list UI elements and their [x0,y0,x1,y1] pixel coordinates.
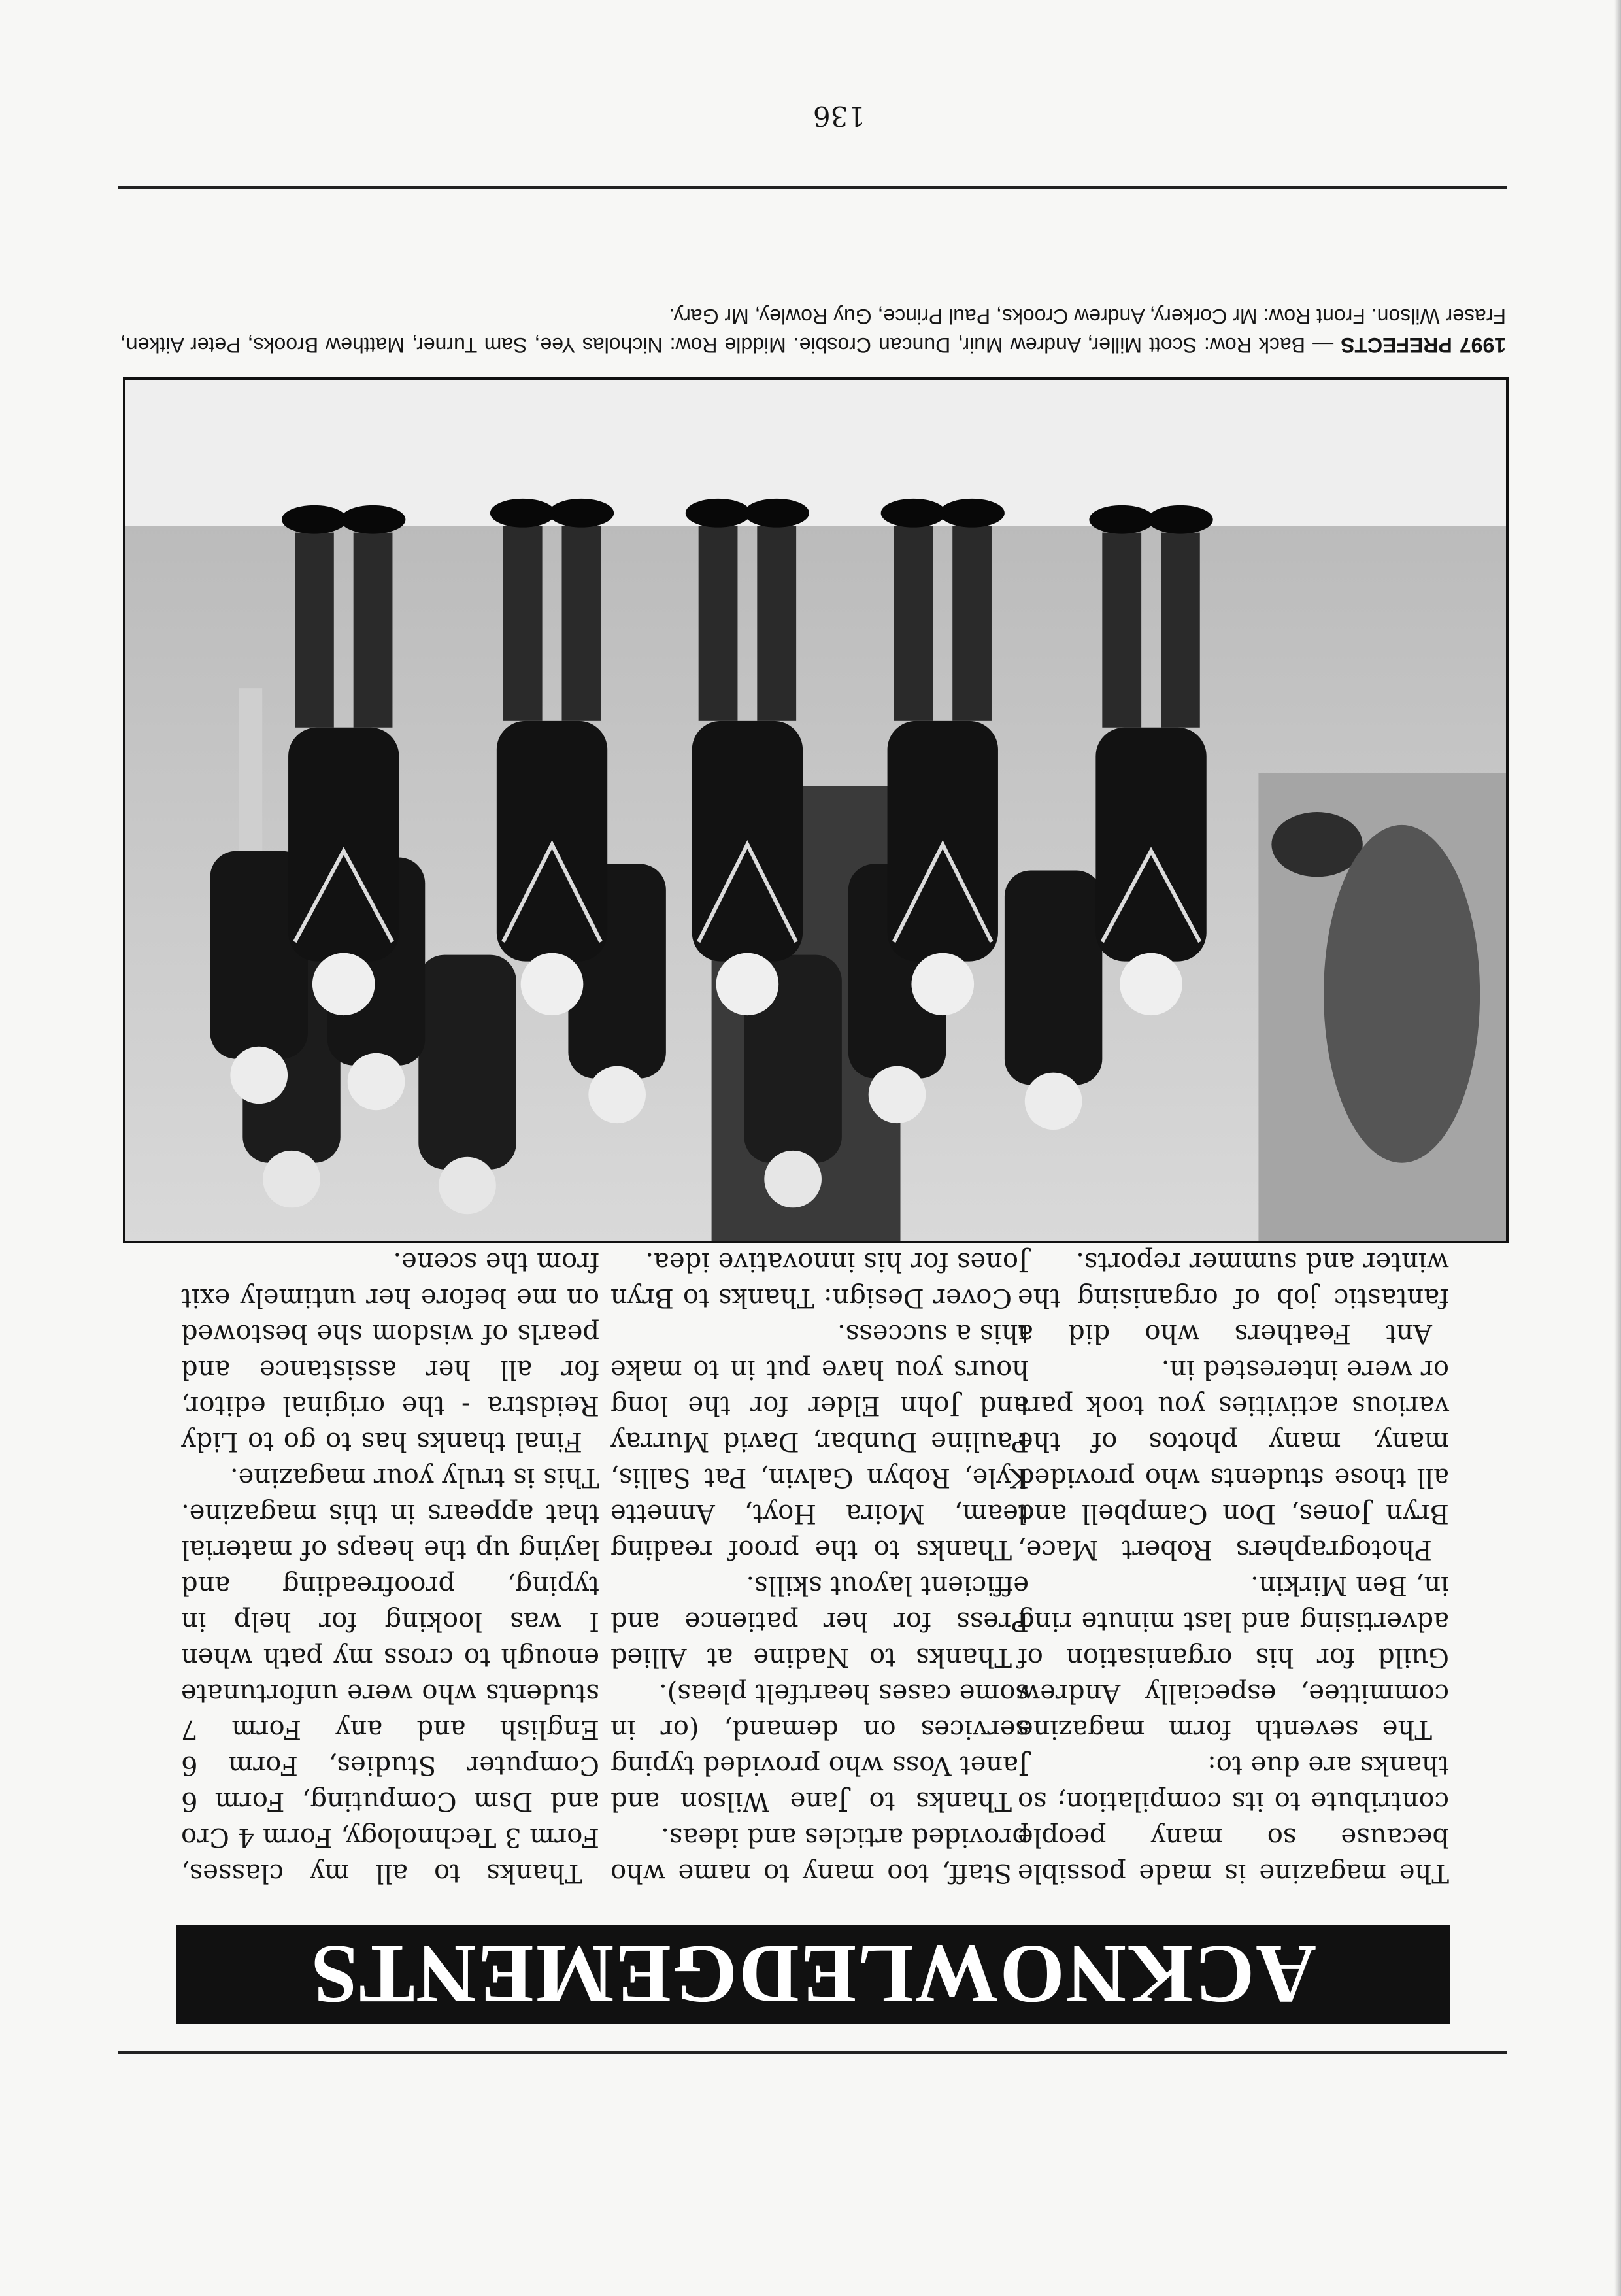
page-title: ACKNOWLEDGEMENTS [310,1928,1316,2021]
paragraph: The seventh form magazine committee, especially Andrew Guild for his organisation of advertising and last minute ring in, Ben Mirkin. [1018,1570,1449,1744]
text-column-2 [610,1243,1029,1891]
photo-lamp [1271,812,1362,877]
paragraph: Photographers Robert Mace, Bryn Jones, Don Campbell and all those students who provided many, many photos of the various activities you took part or were interested in. [1018,1355,1449,1564]
paragraph: Thanks to Nadine at Allied Press for her patience and efficient layout skills. [610,1570,1029,1672]
paragraph: Final thanks has to go to Lidy Reidstra - the original editor, for all her assistance and pearls of wisdom she bestowed on me before her untimely exit from the scene. [181,1247,599,1457]
prefects-group-photo [123,377,1509,1243]
paragraph: Thanks to the proof reading team, Moira Hoyt, Annette Kyle, Robyn Galvin, Pat Sallis, Pauline Dunbar, David Murray and John Elder for the long hours you have put in to make this a success. [610,1319,1029,1564]
paragraph: Thanks to Jane Wilson and Janet Voss who provided typing services on demand, (or in some cases heartfelt pleas). [610,1678,1029,1816]
paragraph: The magazine is made possible because so many people contribute to its compilation; so thanks are due to: [1018,1750,1449,1888]
text-column-3 [181,1172,599,1891]
paragraph: Ant Feathers who did a fantastic job of organising the winter and summer reports. [1018,1247,1449,1349]
paragraph: Thanks to all my classes, Form 3 Technology, Form 4 Cro and Dsm Computing, Form 6 Computer Studies, Form 6 English and any Form 7 students who were unfortunate enough to cross my path when I was looking for help in typing, proofreading and laying up the heaps of material that appears in this magazine. This is truly your magazine. [181,1462,599,1888]
bottom-rule [118,186,1507,189]
photo-plant [1324,825,1480,1163]
caption-lead: 1997 PREFECTS [1341,333,1506,357]
page-title-banner [176,1925,1450,2024]
photo-floor [125,380,1506,526]
photo-illustration [125,380,1506,1241]
page-number: 136 [812,100,866,132]
caption-text: — Back Row: Scott Miller, Andrew Muir, Duncan Crosbie. Middle Row: Nicholas Yee, Sam Turner, Matthew Brooks, Peter Aitken, Fraser Wilson. Front Row: Mr Corkery, Andrew Crooks, Paul Prince, Guy Rowley, Mr Gary. [120,305,1506,357]
paragraph: Cover Design: Thanks to Bryn Jones for his innovative idea. [610,1247,1029,1313]
photo-caption [120,302,1506,360]
paragraph: Staff, too many to name who provided articles and ideas. [610,1822,1029,1888]
text-column-1 [1018,1243,1449,1891]
top-rule [118,2051,1507,2054]
